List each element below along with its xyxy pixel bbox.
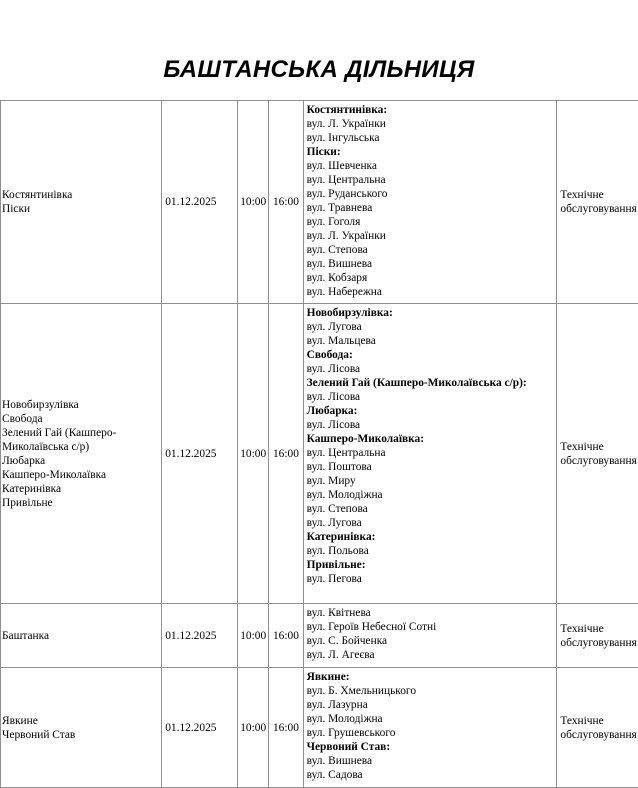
street-name: вул. Лісова — [307, 390, 554, 404]
settlement-name: Кашперо-Миколаївка — [2, 468, 158, 482]
end-time-cell: 16:00 — [269, 604, 303, 668]
settlement-name: Червоний Став — [2, 728, 158, 742]
table-row — [1, 604, 638, 668]
end-time-cell: 16:00 — [269, 668, 303, 788]
reason-cell: Технічне обслуговування — [557, 604, 638, 668]
street-name: вул. Гоголя — [307, 215, 554, 229]
street-name: вул. Молодіжна — [307, 712, 554, 726]
settlements-cell — [1, 101, 162, 304]
settlement-heading: Привільне: — [307, 558, 554, 572]
start-time-cell: 10:00 — [238, 668, 269, 788]
settlement-heading: Піски: — [307, 145, 554, 159]
settlement-name: Піски — [2, 202, 158, 216]
street-name: вул. Інгульська — [307, 131, 554, 145]
street-name: вул. Л. Агеєва — [307, 648, 554, 662]
settlement-name: Новобирзулівка — [2, 398, 158, 412]
settlement-name: Баштанка — [2, 629, 158, 643]
street-name: вул. Центральна — [307, 173, 554, 187]
street-name: вул. Л. Українки — [307, 229, 554, 243]
start-time-cell: 10:00 — [238, 304, 269, 604]
street-name: вул. Л. Українки — [307, 117, 554, 131]
settlement-heading: Свобода: — [307, 348, 554, 362]
date-cell: 01.12.2025 — [162, 604, 238, 668]
settlement-heading: Явкине: — [307, 670, 554, 684]
streets-cell — [303, 101, 557, 304]
settlement-name: Миколаївська с/р) — [2, 440, 158, 454]
streets-cell — [303, 304, 557, 604]
settlement-heading: Костянтинівка: — [307, 103, 554, 117]
table-row — [1, 668, 638, 788]
start-time-cell: 10:00 — [238, 604, 269, 668]
street-name: вул. Садова — [307, 768, 554, 782]
settlements-cell — [1, 304, 162, 604]
street-name: вул. Лазурна — [307, 698, 554, 712]
outage-schedule-table — [0, 100, 638, 788]
street-name: вул. Лісова — [307, 418, 554, 432]
street-name: вул. Лугова — [307, 516, 554, 530]
page-title: БАШТАНСЬКА ДІЛЬНИЦЯ — [0, 56, 638, 84]
date-cell: 01.12.2025 — [162, 304, 238, 604]
settlement-heading: Новобирзулівка: — [307, 306, 554, 320]
reason-cell: Технічне обслуговування — [557, 304, 638, 604]
streets-cell — [303, 668, 557, 788]
street-name: вул. Грушевського — [307, 726, 554, 740]
street-name: вул. Пегова — [307, 572, 554, 586]
street-name: вул. Лугова — [307, 320, 554, 334]
settlement-name: Привільне — [2, 496, 158, 510]
street-name: вул. Лісова — [307, 362, 554, 376]
street-name: вул. Травнева — [307, 201, 554, 215]
settlement-name: Катеринівка — [2, 482, 158, 496]
street-name: вул. Вишнева — [307, 754, 554, 768]
date-cell: 01.12.2025 — [162, 101, 238, 304]
settlement-heading: Любарка: — [307, 404, 554, 418]
street-name: вул. Набережна — [307, 285, 554, 299]
street-name: вул. Кобзаря — [307, 271, 554, 285]
table-row — [1, 101, 638, 304]
street-name: вул. Поштова — [307, 460, 554, 474]
streets-cell — [303, 604, 557, 668]
street-name: вул. Центральна — [307, 446, 554, 460]
street-name: вул. Вишнева — [307, 257, 554, 271]
street-name: вул. Шевченка — [307, 159, 554, 173]
street-name: вул. Мальцева — [307, 334, 554, 348]
street-name: вул. С. Бойченка — [307, 634, 554, 648]
settlement-name: Любарка — [2, 454, 158, 468]
street-name: вул. Б. Хмельницького — [307, 684, 554, 698]
settlement-name: Свобода — [2, 412, 158, 426]
settlement-name: Зелений Гай (Кашперо- — [2, 426, 158, 440]
street-name: вул. Руданського — [307, 187, 554, 201]
street-name: вул. Молодіжна — [307, 488, 554, 502]
settlement-heading: Зелений Гай (Кашперо-Миколаївська с/р): — [307, 376, 554, 390]
date-cell: 01.12.2025 — [162, 668, 238, 788]
settlement-name: Костянтинівка — [2, 188, 158, 202]
settlement-name: Явкине — [2, 714, 158, 728]
street-name: вул. Степова — [307, 243, 554, 257]
end-time-cell: 16:00 — [269, 101, 303, 304]
settlements-cell — [1, 668, 162, 788]
reason-cell: Технічне обслуговування — [557, 101, 638, 304]
settlement-heading: Катеринівка: — [307, 530, 554, 544]
settlement-heading: Червоний Став: — [307, 740, 554, 754]
end-time-cell: 16:00 — [269, 304, 303, 604]
reason-cell: Технічне обслуговування — [557, 668, 638, 788]
street-name: вул. Польова — [307, 544, 554, 558]
start-time-cell: 10:00 — [238, 101, 269, 304]
street-name: вул. Героїв Небесної Сотні — [307, 620, 554, 634]
settlement-heading: Кашперо-Миколаївка: — [307, 432, 554, 446]
street-name: вул. Квітнева — [307, 606, 554, 620]
settlements-cell — [1, 604, 162, 668]
table-row — [1, 304, 638, 604]
street-name: вул. Миру — [307, 474, 554, 488]
street-name: вул. Степова — [307, 502, 554, 516]
